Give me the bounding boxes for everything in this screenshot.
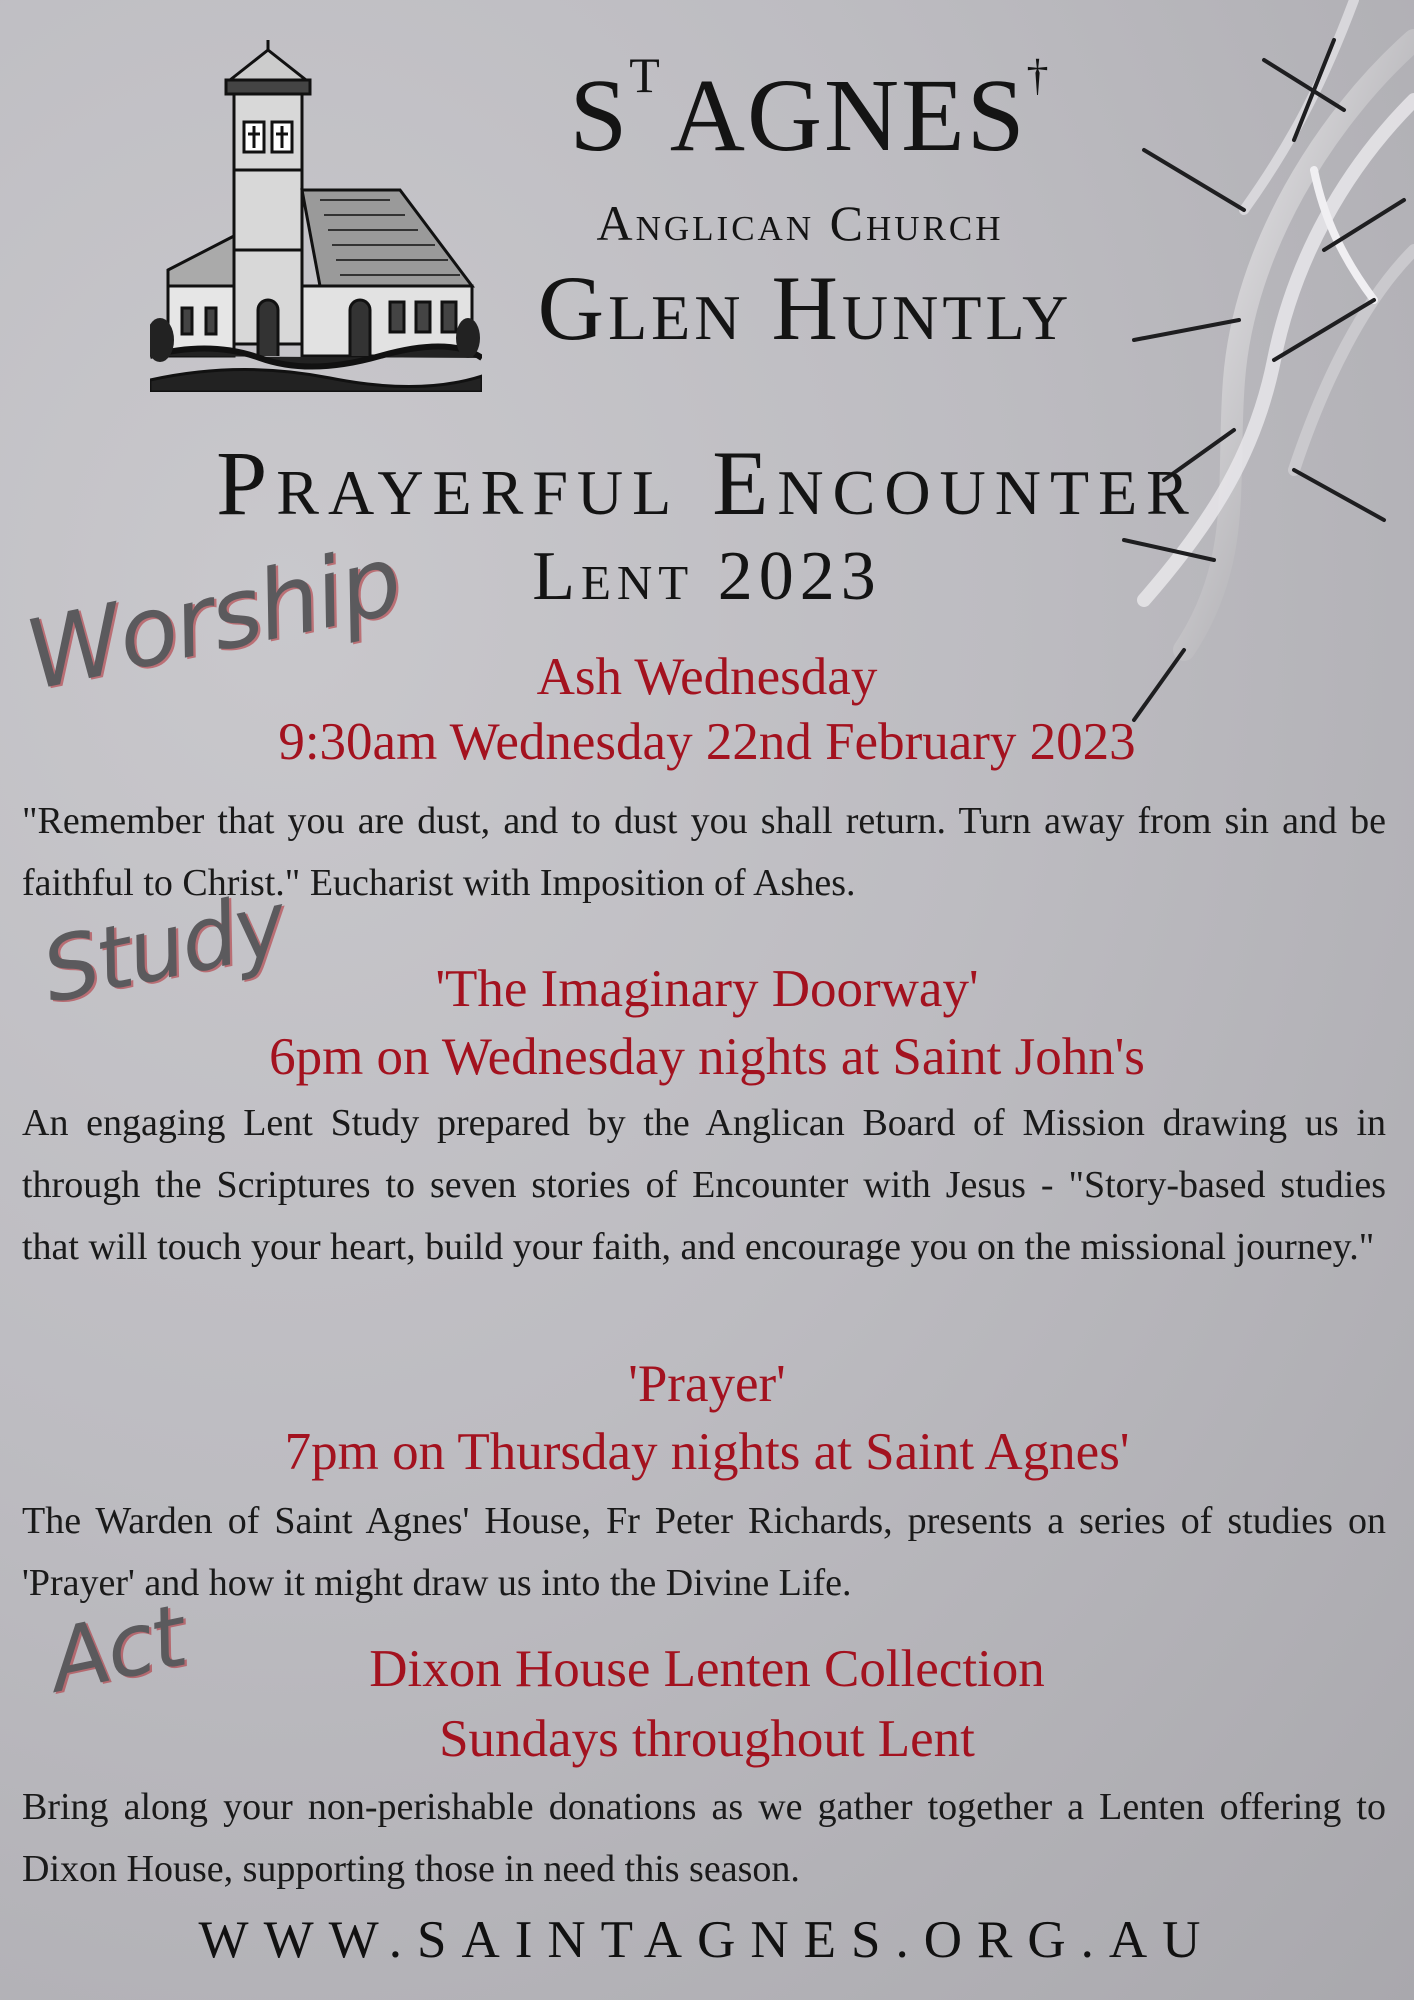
worship-script-label: Worship [16, 523, 410, 712]
saint-name: AGNES [669, 58, 1027, 173]
act-when: Sundays throughout Lent [439, 1710, 975, 1768]
prayer-description: The Warden of Saint Agnes' House, Fr Peter Richards, presents a series of studies on 'Prayer' and how it might draw us into the Divine Life. [22, 1500, 1386, 1604]
season-label: Lent 2023 [532, 538, 882, 615]
church-name [440, 47, 1180, 173]
prayer-when: 7pm on Thursday nights at Saint Agnes' [284, 1423, 1130, 1481]
worship-title: Ash Wednesday [536, 648, 878, 706]
worship-when: 9:30am Wednesday 22nd February 2023 [278, 713, 1136, 771]
denomination-label: Anglican Church [596, 195, 1004, 251]
prayer-title: 'Prayer' [628, 1355, 786, 1413]
act-title: Dixon House Lenten Collection [369, 1640, 1045, 1698]
program-title: Prayerful Encounter [216, 432, 1198, 534]
place-name: Glen Huntly [537, 257, 1073, 359]
saint-prefix: S [569, 58, 630, 173]
dagger-mark: † [1026, 51, 1051, 100]
study-when: 6pm on Wednesday nights at Saint John's [269, 1028, 1145, 1086]
saint-superscript: T [629, 47, 662, 103]
study-description: An engaging Lent Study prepared by the Anglican Board of Mission drawing us in through the Scriptures to seven stories of Encounter with Jesus - "Story-based studies that will touch your heart, build your faith, and encourage you on the missional journey." [22, 1102, 1386, 1268]
act-script-label: Act [41, 1586, 193, 1712]
church-title-block [480, 47, 1180, 359]
website-link[interactable]: WWW.SAINTAGNES.ORG.AU [198, 1911, 1216, 1969]
act-description: Bring along your non-perishable donations as we gather together a Lenten offering to Dixon House, supporting those in need this season. [22, 1786, 1386, 1890]
study-script-label: Study [33, 871, 294, 1023]
study-title: 'The Imaginary Doorway' [435, 960, 979, 1018]
worship-description: "Remember that you are dust, and to dust you shall return. Turn away from sin and be faithful to Christ." Eucharist with Imposition of Ashes. [22, 800, 1386, 904]
